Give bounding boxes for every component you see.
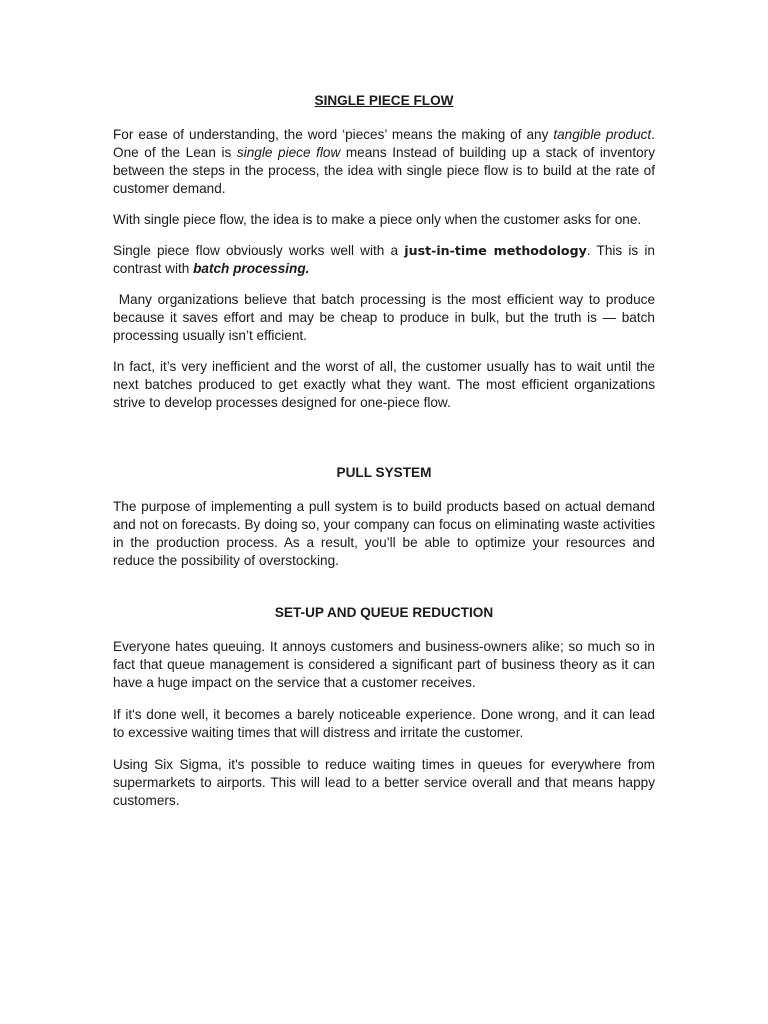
heading-setup-queue-reduction: SET-UP AND QUEUE REDUCTION <box>274 605 494 620</box>
paragraph-batch-processing: Many organizations believe that batch processing is the most efficient way to produce because it saves effort and may be cheap to produce in bulk, but the truth is — batch processing usually isn’t efficient. <box>113 292 659 343</box>
bold-just-in-time: just-in-time methodology <box>404 243 587 258</box>
paragraph-pull-system: The purpose of implementing a pull system is to build products based on actual demand and not on forecasts. By doing so, your company can focus on eliminating waste activities in the production process. As a result, you’ll be able to optimize your resources and reduce the possibility of overstocking. <box>113 499 655 568</box>
text-run: . One of the Lean is <box>113 127 655 160</box>
italic-tangible-product: tangible product <box>553 127 652 142</box>
paragraph-just-in-time <box>113 242 655 278</box>
document-page <box>113 92 659 810</box>
text-run: means Instead of building up a stack of inventory between the steps in the process, the idea with single piece flow is to build at the rate of customer demand. <box>113 145 655 196</box>
heading-pull-system: PULL SYSTEM <box>336 465 432 480</box>
heading-single-piece-flow: SINGLE PIECE FLOW <box>314 93 454 108</box>
text-run: For ease of understanding, the word ‘pieces’ means the making of any <box>113 127 554 142</box>
paragraph-pieces-definition <box>113 126 655 198</box>
paragraph-queuing: Everyone hates queuing. It annoys customers and business-owners alike; so much so in fact that queue management is considered a significant part of business theory as it can have a huge impact on the service that a customer receives. <box>113 639 655 690</box>
paragraph-done-well: If it's done well, it becomes a barely noticeable experience. Done wrong, and it can lead to excessive waiting times that will distress and irritate the customer. <box>113 707 655 740</box>
paragraph-inefficient: In fact, it’s very inefficient and the worst of all, the customer usually has to wait until the next batches produced to get exactly what they want. The most efficient organizations strive to develop processes designed for one-piece flow. <box>113 359 655 410</box>
bold-italic-batch-processing: batch processing. <box>193 261 310 276</box>
text-run: . This is in contrast with <box>113 243 655 276</box>
paragraph-make-on-ask: With single piece flow, the idea is to make a piece only when the customer asks for one. <box>113 212 642 227</box>
text-run: Single piece flow obviously works well with a <box>113 243 405 258</box>
paragraph-six-sigma: Using Six Sigma, it's possible to reduce waiting times in queues for everywhere from supermarkets to airports. This will lead to a better service overall and that means happy customers. <box>113 757 655 808</box>
italic-single-piece-flow: single piece flow <box>236 145 341 160</box>
